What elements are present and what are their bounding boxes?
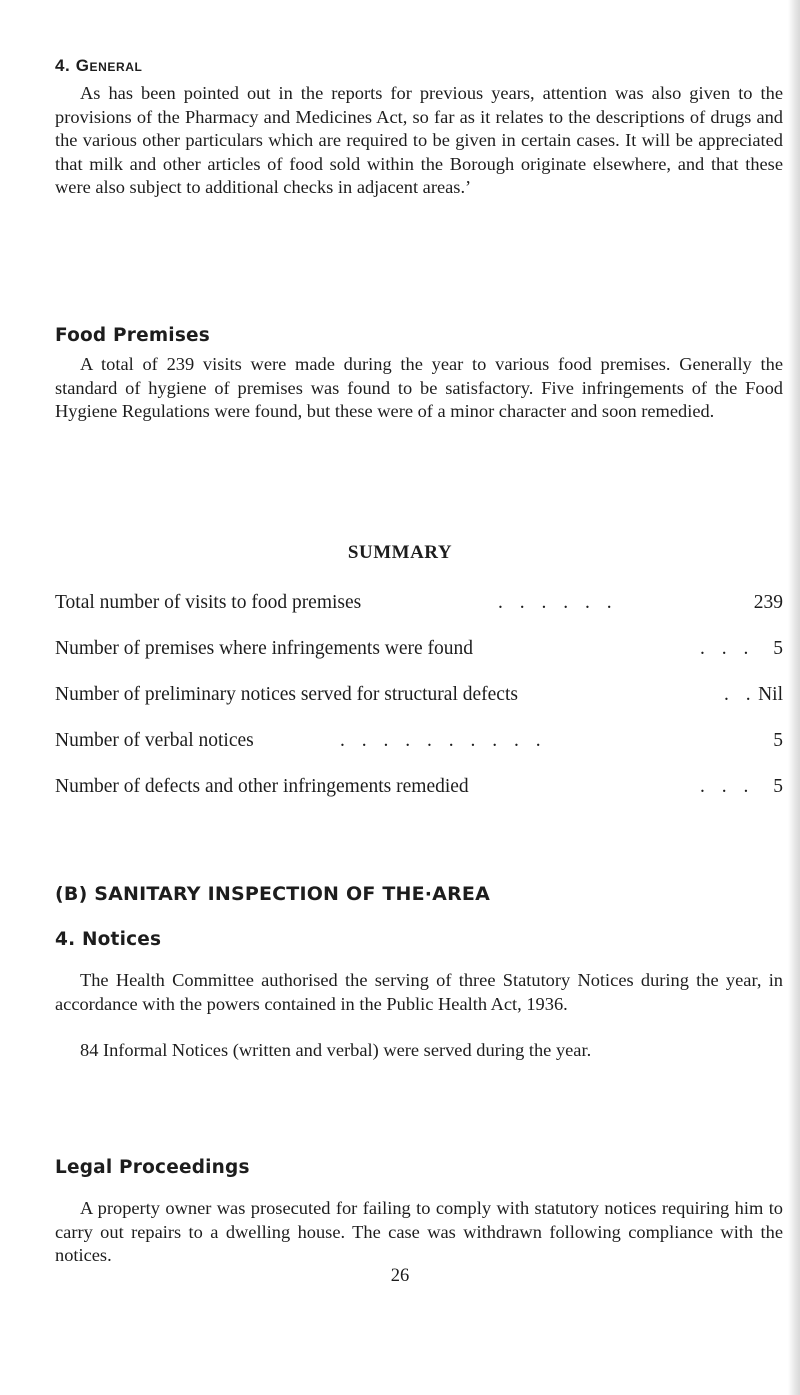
summary-row-label: Total number of visits to food premises [55, 592, 362, 613]
food-premises-paragraph: A total of 239 visits were made during the year to various food premises. Generally the standard of hygiene of premises was found to be satisfactory. Five infringements of the Food Hygiene Regulations were found, but these were of a minor character and soon remedied. [55, 354, 783, 421]
summary-row [55, 590, 783, 616]
summary-row-dots: . . . . . . [498, 592, 618, 613]
legal-proceedings-paragraph: A property owner was prosecuted for failing to comply with statutory notices requiring him to carry out repairs to a dwelling house. The case was withdrawn following compliance with the notices. [55, 1198, 783, 1265]
food-premises-heading: Food Premises [55, 325, 211, 346]
summary-title: SUMMARY [347, 542, 453, 563]
sanitary-inspection-heading: (B) SANITARY INSPECTION OF THE·AREA [55, 883, 491, 905]
summary-row-label: Number of preliminary notices served for structural defects [55, 684, 518, 705]
summary-row-dots: . . [724, 684, 757, 705]
summary-row [55, 774, 783, 800]
notices-heading: 4. Notices [55, 929, 162, 950]
summary-row-value: 5 [773, 776, 783, 797]
summary-row-label: Number of defects and other infringements remedied [55, 776, 469, 797]
summary-row-dots: . . . [700, 638, 755, 659]
summary-row-value: Nil [758, 684, 783, 705]
page-edge-shadow [788, 0, 800, 1395]
page-number: 26 [390, 1266, 410, 1286]
summary-row [55, 682, 783, 708]
summary-row-dots: . . . [700, 776, 755, 797]
summary-row-label: Number of verbal notices [55, 730, 254, 751]
notices-paragraph-1: The Health Committee authorised the serving of three Statutory Notices during the year, in accordance with the powers contained in the Public Health Act, 1936. [55, 970, 783, 1014]
summary-row [55, 728, 783, 754]
summary-row-dots: . . . . . . . . . . [340, 730, 547, 751]
general-paragraph: As has been pointed out in the reports for previous years, attention was also given to the provisions of the Pharmacy and Medicines Act, so far as it relates to the descriptions of drugs and the various other particulars which are required to be given in certain cases. It will be appreciated that milk and other articles of food sold within the Borough originate elsewhere, and that these were also subject to additional checks in adjacent areas.’ [55, 83, 783, 197]
summary-row-label: Number of premises where infringements were found [55, 638, 474, 659]
notices-paragraph-2: 84 Informal Notices (written and verbal) were served during the year. [80, 1040, 592, 1060]
summary-row [55, 636, 783, 662]
section-heading-general: 4. General [55, 56, 143, 75]
summary-row-value: 5 [773, 730, 783, 751]
summary-row-value: 5 [773, 638, 783, 659]
legal-proceedings-heading: Legal Proceedings [55, 1157, 250, 1178]
summary-row-value: 239 [753, 592, 783, 613]
